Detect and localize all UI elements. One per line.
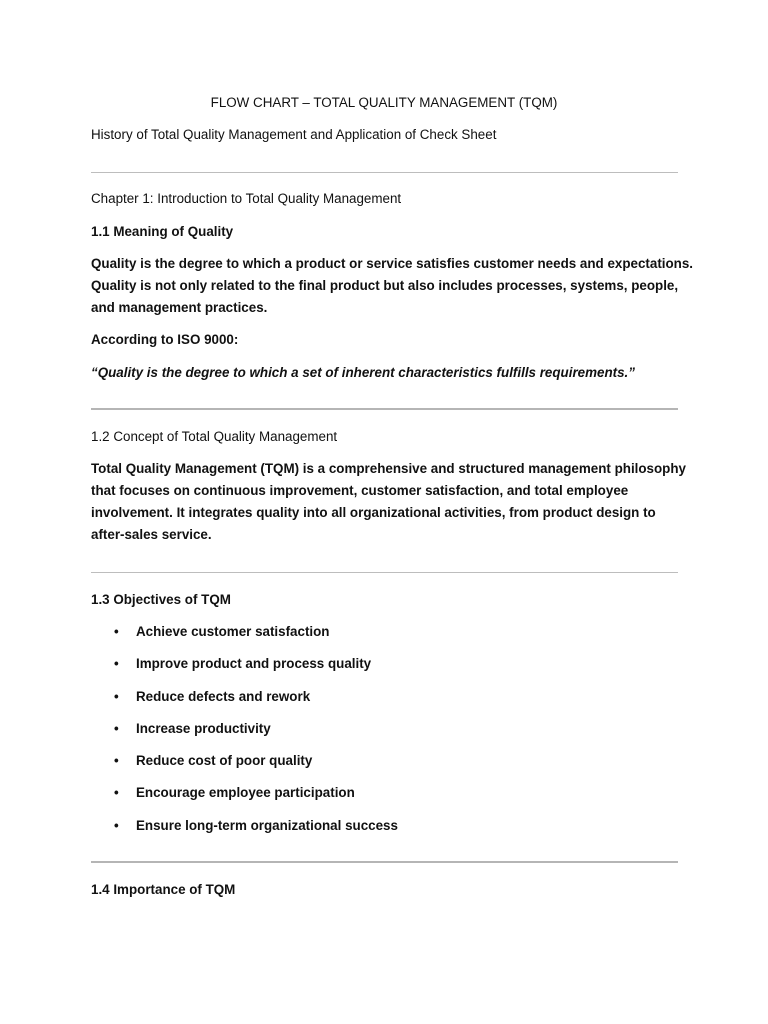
paragraph-line: that focuses on continuous improvement, customer satisfaction, and total employee xyxy=(91,483,629,498)
section-heading-1-2: 1.2 Concept of Total Quality Management xyxy=(91,429,338,444)
divider xyxy=(91,408,678,410)
iso-label: According to ISO 9000: xyxy=(91,332,239,347)
list-item-text: Reduce cost of poor quality xyxy=(136,753,313,769)
objectives-list xyxy=(91,621,651,847)
divider xyxy=(91,172,678,173)
paragraph-line: and management practices. xyxy=(91,300,268,315)
list-item-text: Increase productivity xyxy=(136,720,271,736)
tqm-concept-paragraph xyxy=(91,458,691,546)
list-item xyxy=(91,653,651,685)
list-item-text: Improve product and process quality xyxy=(136,656,372,672)
divider xyxy=(91,861,678,863)
list-item-text: Achieve customer satisfaction xyxy=(136,624,330,639)
list-item xyxy=(91,621,651,653)
bullet: • xyxy=(114,720,119,736)
bullet: • xyxy=(114,817,119,833)
bullet: • xyxy=(114,688,119,704)
bullet: • xyxy=(114,753,119,769)
list-item xyxy=(91,782,651,814)
paragraph-line: after-sales service. xyxy=(91,527,212,542)
list-item-text: Encourage employee participation xyxy=(136,785,355,801)
document-subtitle: History of Total Quality Management and Application of Check Sheet xyxy=(91,127,497,142)
list-item xyxy=(91,815,651,847)
paragraph-line: Total Quality Management (TQM) is a comprehensive and structured management philosophy xyxy=(91,461,686,476)
list-item xyxy=(91,718,651,750)
list-item-text: Reduce defects and rework xyxy=(136,688,311,704)
paragraph-line: Quality is the degree to which a product or service satisfies customer needs and expectations. xyxy=(91,256,694,271)
bullet: • xyxy=(114,656,119,672)
section-heading-1-3: 1.3 Objectives of TQM xyxy=(91,592,231,607)
list-item-text: Ensure long-term organizational success xyxy=(136,817,398,833)
paragraph-line: involvement. It integrates quality into all organizational activities, from product design to xyxy=(91,505,656,520)
section-heading-1-1: 1.1 Meaning of Quality xyxy=(91,224,234,239)
section-heading-1-4: 1.4 Importance of TQM xyxy=(91,882,236,897)
chapter-heading: Chapter 1: Introduction to Total Quality Management xyxy=(91,191,402,206)
bullet: • xyxy=(114,624,119,639)
quality-meaning-paragraph xyxy=(91,253,694,319)
document-title: FLOW CHART – TOTAL QUALITY MANAGEMENT (TQM) xyxy=(210,95,558,110)
divider xyxy=(91,572,678,573)
bullet: • xyxy=(114,785,119,801)
paragraph-line: Quality is not only related to the final product but also includes processes, systems, people, xyxy=(91,278,679,293)
iso-quote: “Quality is the degree to which a set of inherent characteristics fulfills requirements.” xyxy=(91,365,635,380)
list-item xyxy=(91,686,651,718)
list-item xyxy=(91,750,651,782)
